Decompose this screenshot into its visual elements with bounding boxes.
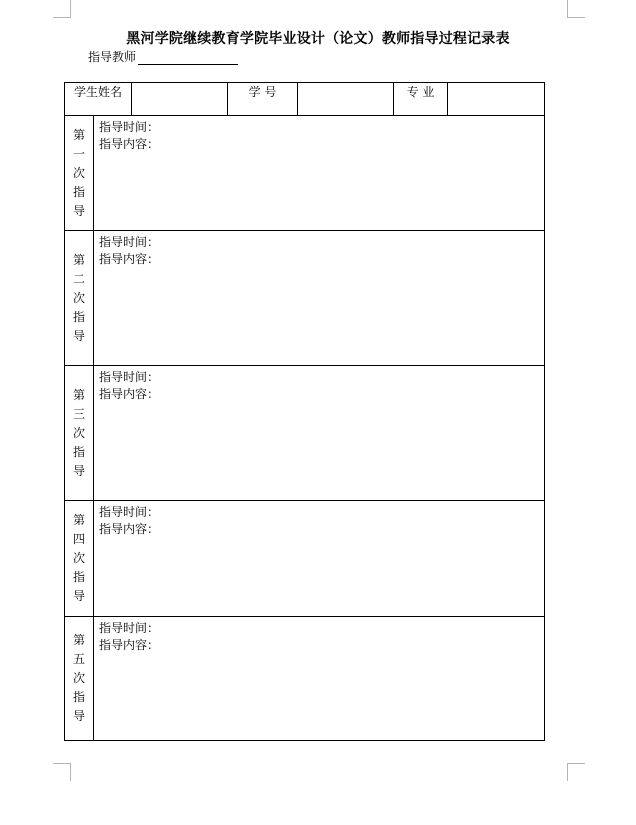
side-char: 指 <box>72 570 85 584</box>
session-row-5 <box>65 617 545 741</box>
teacher-label: 指导教师 <box>88 50 137 64</box>
side-char: 第 <box>72 252 85 267</box>
side-char: 第 <box>72 513 85 527</box>
side-char: 指 <box>72 309 85 324</box>
side-char: 导 <box>72 203 85 218</box>
side-char: 指 <box>72 690 85 704</box>
side-char: 第 <box>72 633 85 647</box>
session-side-label <box>65 116 94 231</box>
session-content-cell[interactable] <box>94 231 545 366</box>
teacher-line <box>88 48 238 65</box>
guidance-content-label: 指导内容： <box>99 387 160 401</box>
session-row-2 <box>65 231 545 366</box>
major-label: 专 业 <box>394 83 448 116</box>
side-char: 第 <box>72 387 85 402</box>
guidance-time-label: 指导时间： <box>99 120 160 134</box>
side-char: 三 <box>72 406 85 421</box>
guidance-content-label: 指导内容： <box>99 638 160 652</box>
page-corner-mark-top-right <box>567 0 585 18</box>
page-corner-mark-top-left <box>53 0 71 18</box>
session-side-label <box>65 617 94 741</box>
teacher-name-blank[interactable] <box>138 50 238 65</box>
side-char: 次 <box>72 551 85 565</box>
side-char: 导 <box>72 328 85 343</box>
side-char: 次 <box>72 425 85 440</box>
session-side-label <box>65 501 94 617</box>
session-side-label <box>65 366 94 501</box>
side-char: 一 <box>72 146 85 161</box>
page-corner-mark-bottom-right <box>567 763 585 781</box>
side-char: 导 <box>72 463 85 478</box>
session-content-cell[interactable] <box>94 116 545 231</box>
side-char: 次 <box>72 165 85 180</box>
session-row-4 <box>65 501 545 617</box>
guidance-time-label: 指导时间： <box>99 505 160 519</box>
guidance-content-label: 指导内容： <box>99 522 160 536</box>
side-char: 导 <box>72 589 85 603</box>
side-char: 第 <box>72 127 85 142</box>
side-char: 指 <box>72 444 85 459</box>
guidance-content-label: 指导内容： <box>99 252 160 266</box>
document-title: 黑河学院继续教育学院毕业设计（论文）教师指导过程记录表 <box>126 31 510 47</box>
side-char: 次 <box>72 290 85 305</box>
guidance-content-label: 指导内容： <box>99 137 160 151</box>
student-name-cell[interactable] <box>132 83 228 116</box>
side-char: 次 <box>72 671 85 685</box>
session-content-cell[interactable] <box>94 617 545 741</box>
major-cell[interactable] <box>448 83 545 116</box>
session-content-cell[interactable] <box>94 366 545 501</box>
side-char: 四 <box>72 532 85 546</box>
guidance-time-label: 指导时间： <box>99 621 160 635</box>
guidance-time-label: 指导时间： <box>99 235 160 249</box>
guidance-time-label: 指导时间： <box>99 370 160 384</box>
student-id-label: 学 号 <box>228 83 298 116</box>
side-char: 导 <box>72 709 85 723</box>
student-name-label: 学生姓名 <box>65 83 132 116</box>
session-row-1 <box>65 116 545 231</box>
header-row <box>65 83 545 116</box>
page-corner-mark-bottom-left <box>53 763 71 781</box>
side-char: 五 <box>72 652 85 666</box>
session-side-label <box>65 231 94 366</box>
session-row-3 <box>65 366 545 501</box>
student-id-cell[interactable] <box>298 83 394 116</box>
session-content-cell[interactable] <box>94 501 545 617</box>
guidance-record-table <box>64 82 545 741</box>
side-char: 指 <box>72 184 85 199</box>
side-char: 二 <box>72 271 85 286</box>
